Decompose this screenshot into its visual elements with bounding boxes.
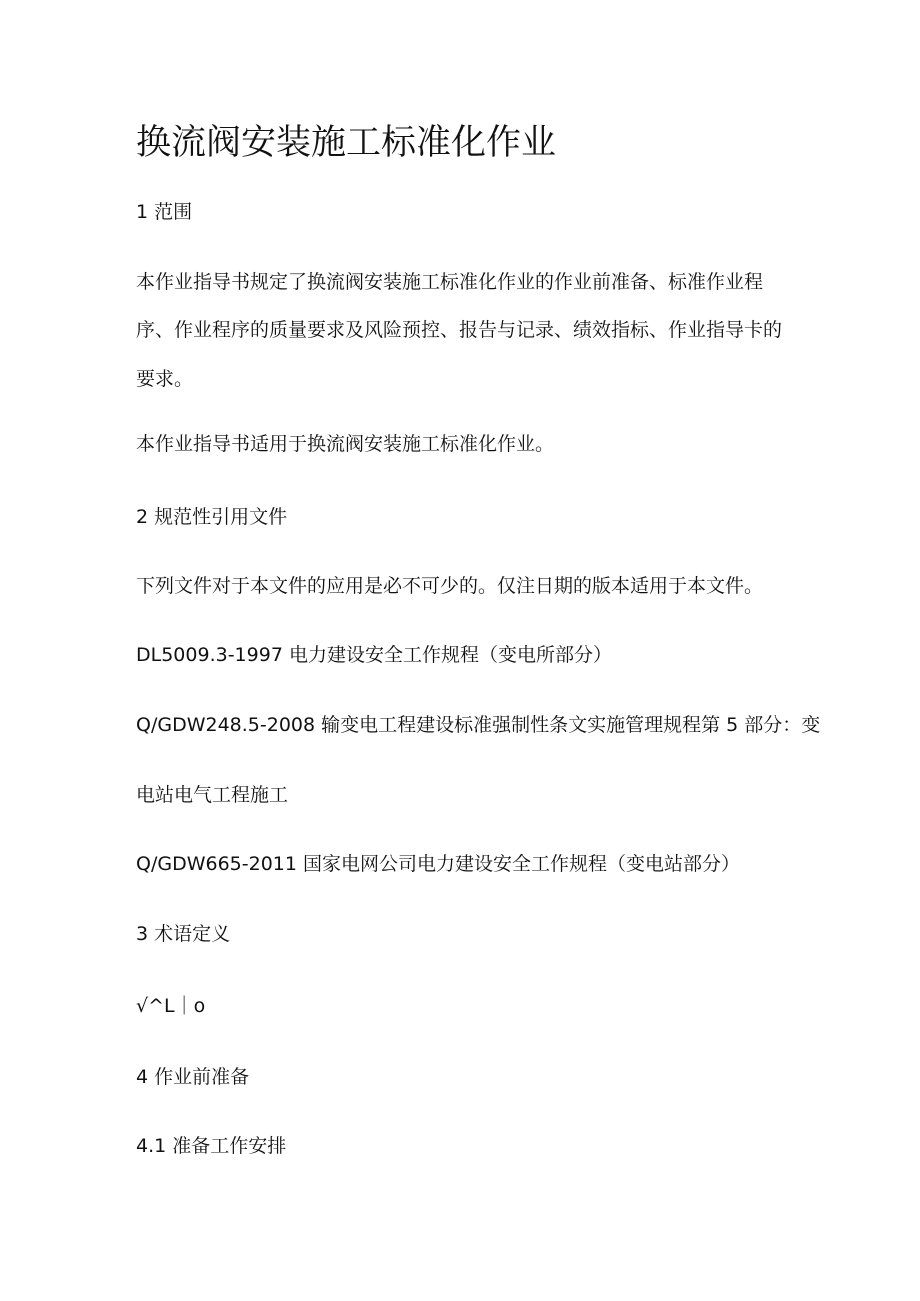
reference-item: DL5009.3-1997 电力建设安全工作规程（变电所部分） <box>136 644 612 666</box>
section-heading-preparation: 4 作业前准备 <box>136 1066 250 1088</box>
reference-item: Q/GDW248.5-2008 输变电工程建设标准强制性条文实施管理规程第 5 部分：变 <box>136 714 821 736</box>
terms-text: √^L｜o <box>136 995 206 1017</box>
reference-item-continuation: 电站电气工程施工 <box>136 784 289 806</box>
paragraph-line: 本作业指导书适用于换流阀安装施工标准化作业。 <box>136 433 555 455</box>
section-heading-references: 2 规范性引用文件 <box>136 506 288 528</box>
paragraph-line: 序、作业程序的质量要求及风险预控、报告与记录、绩效指标、作业指导卡的 <box>136 319 783 341</box>
subsection-heading-arrangement: 4.1 准备工作安排 <box>136 1135 287 1157</box>
section-heading-scope: 1 范围 <box>136 201 193 223</box>
paragraph-line: 下列文件对于本文件的应用是必不可少的。仅注日期的版本适用于本文件。 <box>136 575 764 597</box>
paragraph-line: 要求。 <box>136 368 194 390</box>
reference-item: Q/GDW665-2011 国家电网公司电力建设安全工作规程（变电站部分） <box>136 853 741 875</box>
paragraph-line: 本作业指导书规定了换流阀安装施工标准化作业的作业前准备、标准作业程 <box>136 271 764 293</box>
section-heading-terms: 3 术语定义 <box>136 923 231 945</box>
document-title: 换流阀安装施工标准化作业 <box>136 123 557 163</box>
